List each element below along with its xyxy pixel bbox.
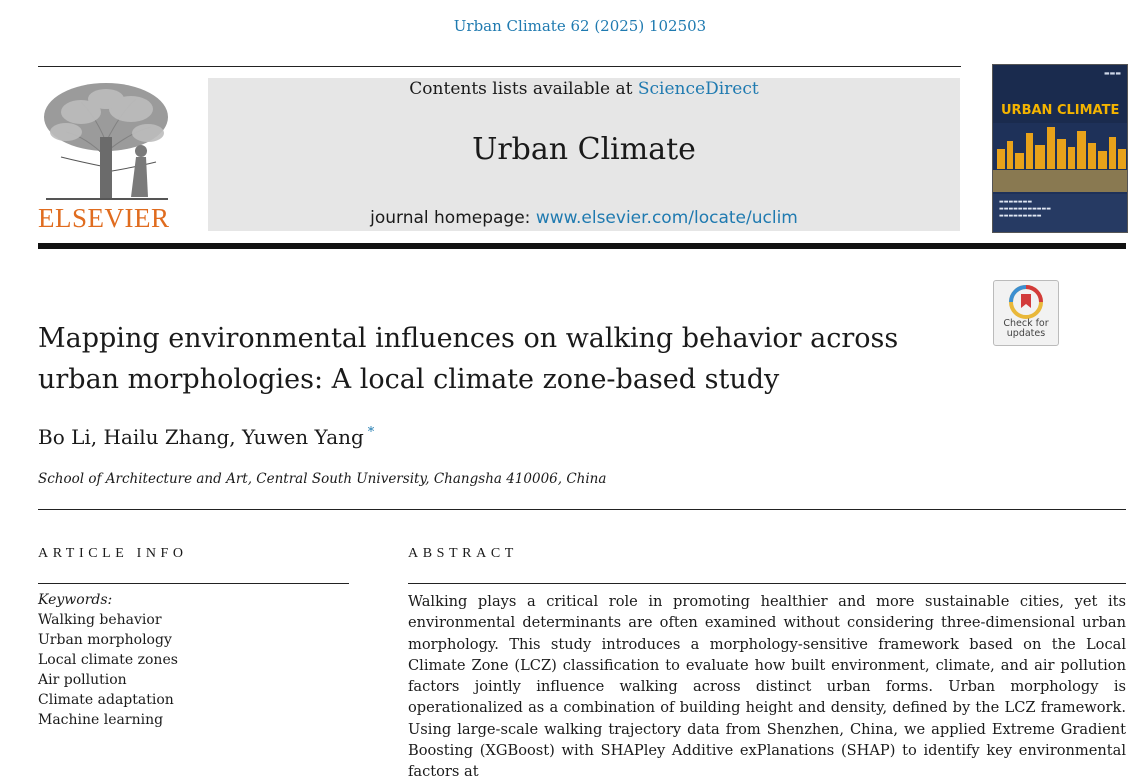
author-affiliation: School of Architecture and Art, Central South University, Changsha 410006, China	[38, 471, 607, 487]
contents-line	[208, 79, 960, 99]
keyword-item: Climate adaptation	[38, 692, 174, 708]
cover-title: URBAN CLIMATE	[1001, 103, 1120, 118]
header-thick-rule	[38, 243, 1126, 249]
cover-header-text: ▬▬▬	[1103, 70, 1121, 77]
check-for-updates-button[interactable]	[993, 280, 1059, 346]
affiliation-rule	[38, 509, 1126, 510]
keyword-item: Local climate zones	[38, 652, 178, 668]
sciencedirect-link[interactable]: ScienceDirect	[637, 79, 759, 99]
article-info-heading: ARTICLE INFO	[38, 546, 188, 561]
journal-cover-image[interactable]	[992, 64, 1128, 233]
author-separator: ,	[90, 425, 104, 449]
cover-footer	[993, 194, 1127, 232]
keyword-item: Walking behavior	[38, 612, 162, 628]
abstract-heading: ABSTRACT	[408, 546, 518, 561]
abstract-body: Walking plays a critical role in promoting healthier and more sustainable cities, yet its environmental determinants are often examined without considering three-dimensional urban morphology. This study introduces a morphology-sensitive framework based on the Local Climate Zone (LCZ) classification to evaluate how built environment, climate, and air pollution factors jointly influence walking across distinct urban forms. Urban morphology is operationalized as a combination of building height and density, defined by the LCZ framework. Using large-scale walking trajectory data from Shenzhen, China, we applied Extreme Gradient Boosting (XGBoost) with SHAPley Additive exPlanations (SHAP) to identify key environmental factors at	[408, 593, 1126, 781]
homepage-link[interactable]: www.elsevier.com/locate/uclim	[535, 208, 798, 228]
header-top-rule	[38, 66, 961, 67]
journal-citation[interactable]: Urban Climate 62 (2025) 102503	[453, 17, 707, 35]
corresponding-author-mark[interactable]: *	[367, 425, 375, 441]
author-separator: ,	[229, 425, 242, 449]
cover-skyline-graphic	[993, 123, 1127, 195]
author-list	[38, 425, 374, 449]
homepage-line	[208, 208, 960, 228]
crossmark-icon	[1008, 285, 1044, 319]
contents-prefix: Contents lists available at	[409, 79, 638, 99]
author-name[interactable]: Yuwen Yang	[242, 425, 364, 449]
journal-header-box	[208, 78, 960, 231]
journal-title: Urban Climate	[472, 132, 696, 167]
keyword-item: Urban morphology	[38, 632, 172, 648]
homepage-prefix: journal homepage:	[370, 208, 536, 228]
author-name[interactable]: Hailu Zhang	[103, 425, 230, 449]
keyword-item: Machine learning	[38, 712, 164, 728]
cover-footer-text: ▬▬▬▬▬▬▬ ▬▬▬▬▬▬▬▬▬▬▬ ▬▬▬▬▬▬▬▬▬	[999, 199, 1051, 219]
keywords-label: Keywords:	[38, 592, 113, 608]
elsevier-wordmark: ELSEVIER	[38, 203, 170, 233]
keywords-list	[38, 590, 178, 730]
abstract-rule	[408, 583, 1126, 584]
keyword-item: Air pollution	[38, 672, 127, 688]
check-for-updates-label: Check for updates	[1003, 318, 1049, 339]
author-name[interactable]: Bo Li	[38, 425, 91, 449]
article-title: Mapping environmental influences on walking behavior across urban morphologies: A local climate zone-based study	[38, 323, 899, 395]
article-info-rule	[38, 583, 349, 584]
